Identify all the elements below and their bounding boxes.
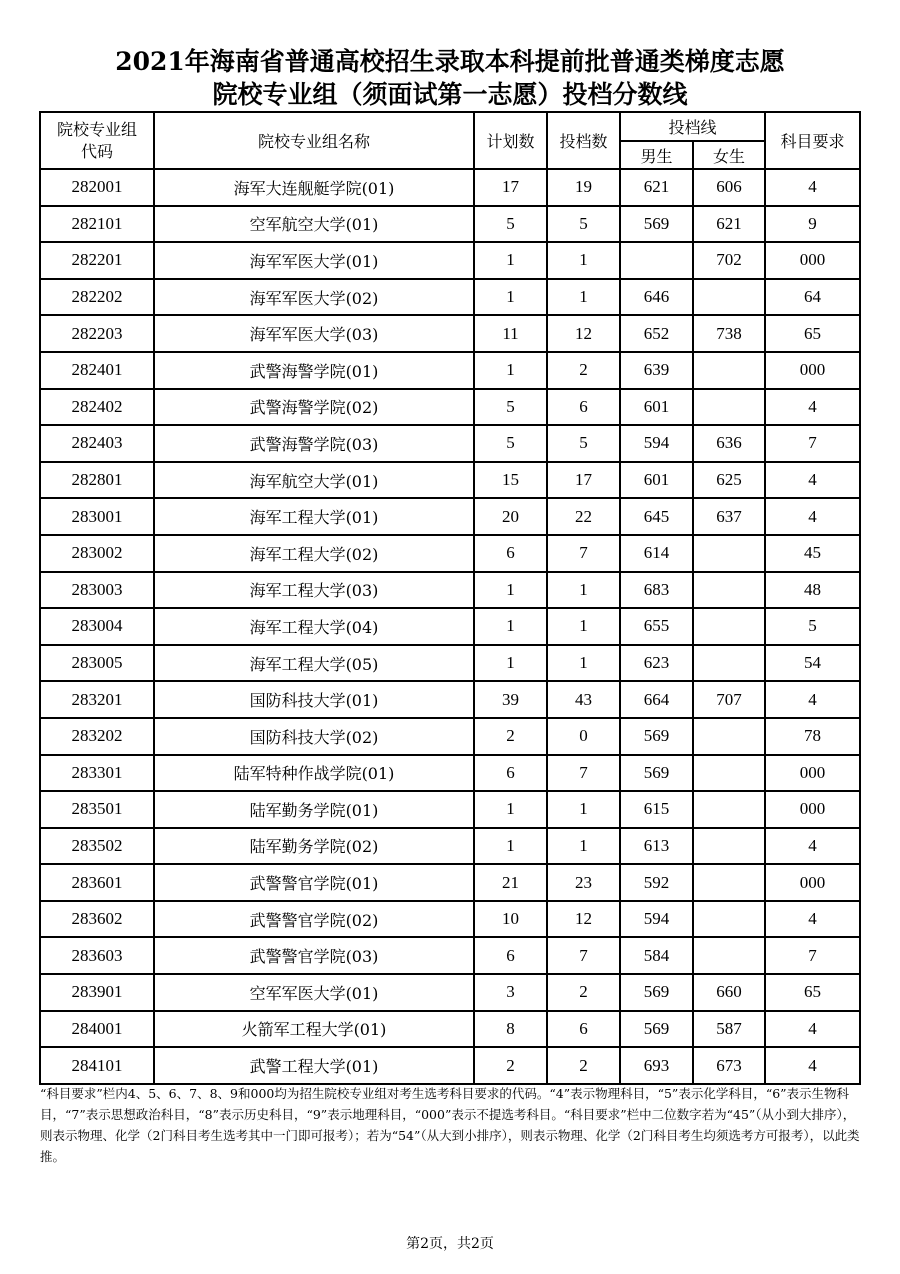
cell-subject: 54 xyxy=(765,645,860,682)
table-row xyxy=(40,425,860,462)
cell-plan: 1 xyxy=(474,608,547,645)
cell-subject: 000 xyxy=(765,864,860,901)
cell-code: 283005 xyxy=(40,645,154,682)
cell-subject: 65 xyxy=(765,974,860,1011)
cell-subject: 4 xyxy=(765,1011,860,1048)
cell-filed: 7 xyxy=(547,755,620,792)
cell-female xyxy=(693,864,765,901)
cell-female: 621 xyxy=(693,206,765,243)
table-row xyxy=(40,535,860,572)
cell-male xyxy=(620,242,693,279)
table-row xyxy=(40,1047,860,1084)
table-row xyxy=(40,242,860,279)
table-row xyxy=(40,791,860,828)
cell-name: 海军工程大学(03) xyxy=(154,572,474,609)
cell-filed: 22 xyxy=(547,498,620,535)
table-row xyxy=(40,572,860,609)
cell-filed: 6 xyxy=(547,389,620,426)
cell-name: 海军工程大学(05) xyxy=(154,645,474,682)
cell-plan: 1 xyxy=(474,791,547,828)
cell-filed: 1 xyxy=(547,608,620,645)
table-row xyxy=(40,864,860,901)
table-row xyxy=(40,937,860,974)
table-row xyxy=(40,974,860,1011)
cell-filed: 1 xyxy=(547,645,620,682)
cell-filed: 5 xyxy=(547,206,620,243)
cell-plan: 15 xyxy=(474,462,547,499)
cell-female xyxy=(693,791,765,828)
cell-plan: 5 xyxy=(474,425,547,462)
cell-plan: 8 xyxy=(474,1011,547,1048)
cell-male: 601 xyxy=(620,389,693,426)
cell-male: 639 xyxy=(620,352,693,389)
cell-male: 613 xyxy=(620,828,693,865)
cell-male: 664 xyxy=(620,681,693,718)
cell-female xyxy=(693,828,765,865)
cell-plan: 1 xyxy=(474,572,547,609)
cell-female: 707 xyxy=(693,681,765,718)
table-row xyxy=(40,279,860,316)
cell-plan: 5 xyxy=(474,206,547,243)
cell-code: 283603 xyxy=(40,937,154,974)
cell-name: 海军军医大学(03) xyxy=(154,315,474,352)
cell-subject: 45 xyxy=(765,535,860,572)
cell-plan: 11 xyxy=(474,315,547,352)
cell-male: 569 xyxy=(620,755,693,792)
cell-plan: 3 xyxy=(474,974,547,1011)
cell-plan: 6 xyxy=(474,937,547,974)
cell-subject: 7 xyxy=(765,425,860,462)
cell-code: 283601 xyxy=(40,864,154,901)
table-row xyxy=(40,755,860,792)
cell-plan: 6 xyxy=(474,535,547,572)
cell-filed: 7 xyxy=(547,937,620,974)
cell-filed: 1 xyxy=(547,242,620,279)
cell-code: 284101 xyxy=(40,1047,154,1084)
cell-filed: 6 xyxy=(547,1011,620,1048)
cell-male: 569 xyxy=(620,206,693,243)
cell-subject: 000 xyxy=(765,242,860,279)
cell-name: 武警警官学院(01) xyxy=(154,864,474,901)
cell-name: 武警工程大学(01) xyxy=(154,1047,474,1084)
cell-code: 282403 xyxy=(40,425,154,462)
cell-male: 594 xyxy=(620,901,693,938)
cell-subject: 4 xyxy=(765,1047,860,1084)
cell-name: 火箭军工程大学(01) xyxy=(154,1011,474,1048)
cell-plan: 39 xyxy=(474,681,547,718)
cell-subject: 4 xyxy=(765,389,860,426)
cell-filed: 1 xyxy=(547,791,620,828)
cell-female xyxy=(693,718,765,755)
cell-filed: 12 xyxy=(547,901,620,938)
cell-subject: 4 xyxy=(765,498,860,535)
cell-code: 284001 xyxy=(40,1011,154,1048)
cell-filed: 7 xyxy=(547,535,620,572)
header-name: 院校专业组名称 xyxy=(154,112,474,169)
header-filed: 投档数 xyxy=(547,112,620,169)
cell-subject: 000 xyxy=(765,755,860,792)
cell-male: 621 xyxy=(620,169,693,206)
cell-female xyxy=(693,279,765,316)
cell-plan: 2 xyxy=(474,718,547,755)
cell-code: 282203 xyxy=(40,315,154,352)
cell-code: 282001 xyxy=(40,169,154,206)
cell-filed: 1 xyxy=(547,572,620,609)
table-row xyxy=(40,389,860,426)
admission-score-table xyxy=(39,111,861,1085)
cell-name: 海军军医大学(01) xyxy=(154,242,474,279)
table-row xyxy=(40,462,860,499)
cell-male: 655 xyxy=(620,608,693,645)
cell-filed: 2 xyxy=(547,352,620,389)
cell-filed: 5 xyxy=(547,425,620,462)
cell-name: 武警海警学院(02) xyxy=(154,389,474,426)
table-row xyxy=(40,828,860,865)
cell-filed: 1 xyxy=(547,279,620,316)
cell-filed: 2 xyxy=(547,1047,620,1084)
cell-plan: 5 xyxy=(474,389,547,426)
cell-name: 武警海警学院(03) xyxy=(154,425,474,462)
cell-filed: 19 xyxy=(547,169,620,206)
cell-name: 海军工程大学(01) xyxy=(154,498,474,535)
cell-code: 283201 xyxy=(40,681,154,718)
cell-female: 637 xyxy=(693,498,765,535)
cell-male: 683 xyxy=(620,572,693,609)
cell-name: 空军航空大学(01) xyxy=(154,206,474,243)
cell-code: 282402 xyxy=(40,389,154,426)
cell-male: 569 xyxy=(620,1011,693,1048)
cell-male: 614 xyxy=(620,535,693,572)
cell-name: 海军工程大学(02) xyxy=(154,535,474,572)
table-body xyxy=(40,169,860,1084)
cell-subject: 000 xyxy=(765,791,860,828)
cell-plan: 1 xyxy=(474,645,547,682)
cell-filed: 1 xyxy=(547,828,620,865)
cell-filed: 0 xyxy=(547,718,620,755)
cell-female: 606 xyxy=(693,169,765,206)
cell-code: 283602 xyxy=(40,901,154,938)
cell-male: 569 xyxy=(620,974,693,1011)
cell-male: 693 xyxy=(620,1047,693,1084)
cell-female xyxy=(693,901,765,938)
cell-male: 623 xyxy=(620,645,693,682)
table-row xyxy=(40,352,860,389)
cell-code: 283001 xyxy=(40,498,154,535)
table-row xyxy=(40,1011,860,1048)
cell-name: 武警警官学院(02) xyxy=(154,901,474,938)
cell-subject: 65 xyxy=(765,315,860,352)
cell-plan: 10 xyxy=(474,901,547,938)
cell-female: 673 xyxy=(693,1047,765,1084)
cell-name: 空军军医大学(01) xyxy=(154,974,474,1011)
cell-female xyxy=(693,937,765,974)
cell-filed: 12 xyxy=(547,315,620,352)
cell-subject: 000 xyxy=(765,352,860,389)
cell-plan: 6 xyxy=(474,755,547,792)
cell-filed: 2 xyxy=(547,974,620,1011)
cell-filed: 43 xyxy=(547,681,620,718)
header-subject: 科目要求 xyxy=(765,112,860,169)
document-title-line-2: 院校专业组（须面试第一志愿）投档分数线 xyxy=(212,80,688,109)
cell-name: 海军工程大学(04) xyxy=(154,608,474,645)
cell-code: 283202 xyxy=(40,718,154,755)
page-number: 第2页，共2页 xyxy=(406,1236,494,1252)
cell-code: 282201 xyxy=(40,242,154,279)
cell-name: 武警警官学院(03) xyxy=(154,937,474,974)
cell-code: 283901 xyxy=(40,974,154,1011)
table-row xyxy=(40,608,860,645)
cell-filed: 23 xyxy=(547,864,620,901)
cell-plan: 1 xyxy=(474,242,547,279)
cell-code: 283501 xyxy=(40,791,154,828)
cell-code: 283004 xyxy=(40,608,154,645)
cell-plan: 21 xyxy=(474,864,547,901)
cell-plan: 20 xyxy=(474,498,547,535)
cell-name: 海军军医大学(02) xyxy=(154,279,474,316)
cell-female xyxy=(693,608,765,645)
cell-subject: 48 xyxy=(765,572,860,609)
cell-male: 645 xyxy=(620,498,693,535)
cell-subject: 4 xyxy=(765,169,860,206)
header-score-line: 投档线 xyxy=(620,112,765,141)
table-row xyxy=(40,901,860,938)
cell-code: 283301 xyxy=(40,755,154,792)
table-row xyxy=(40,206,860,243)
cell-code: 283002 xyxy=(40,535,154,572)
cell-male: 569 xyxy=(620,718,693,755)
table-row xyxy=(40,169,860,206)
cell-subject: 4 xyxy=(765,462,860,499)
cell-subject: 4 xyxy=(765,828,860,865)
cell-female xyxy=(693,645,765,682)
cell-plan: 1 xyxy=(474,828,547,865)
cell-male: 592 xyxy=(620,864,693,901)
table-row xyxy=(40,718,860,755)
table-row xyxy=(40,498,860,535)
cell-plan: 17 xyxy=(474,169,547,206)
cell-male: 652 xyxy=(620,315,693,352)
cell-code: 283502 xyxy=(40,828,154,865)
cell-filed: 17 xyxy=(547,462,620,499)
cell-female: 702 xyxy=(693,242,765,279)
cell-name: 海军大连舰艇学院(01) xyxy=(154,169,474,206)
cell-subject: 9 xyxy=(765,206,860,243)
header-female: 女生 xyxy=(693,141,765,169)
cell-female: 625 xyxy=(693,462,765,499)
footnote: “科目要求”栏内4、5、6、7、8、9和000均为招生院校专业组对考生选考科目要求的代码。“4”表示物理科目，“5”表示化学科目，“6”表示生物科目，“7”表示思想政治科目，“8”表示历史科目，“9”表示地理科目，“000”表示不提选考科目。“科目要求”栏中二位数字若为“45”（从小到大排序），则表示物理、化学（2门科目考生选考其中一门即可报考）；若为“54”（从大到小排序），则表示物理、化学（2门科目考生均须选考方可报考），以此类推。 xyxy=(40,1086,860,1164)
cell-female: 636 xyxy=(693,425,765,462)
document-title-line-1: 2021年海南省普通高校招生录取本科提前批普通类梯度志愿 xyxy=(115,47,785,76)
cell-name: 陆军勤务学院(01) xyxy=(154,791,474,828)
cell-male: 601 xyxy=(620,462,693,499)
cell-subject: 78 xyxy=(765,718,860,755)
cell-male: 594 xyxy=(620,425,693,462)
cell-code: 282101 xyxy=(40,206,154,243)
header-code xyxy=(40,112,154,169)
cell-code: 282801 xyxy=(40,462,154,499)
cell-name: 武警海警学院(01) xyxy=(154,352,474,389)
cell-female: 660 xyxy=(693,974,765,1011)
cell-name: 陆军特种作战学院(01) xyxy=(154,755,474,792)
cell-name: 陆军勤务学院(02) xyxy=(154,828,474,865)
cell-female xyxy=(693,352,765,389)
table-row xyxy=(40,681,860,718)
cell-subject: 4 xyxy=(765,681,860,718)
cell-female xyxy=(693,389,765,426)
cell-female: 738 xyxy=(693,315,765,352)
cell-female: 587 xyxy=(693,1011,765,1048)
header-plan: 计划数 xyxy=(474,112,547,169)
table-row xyxy=(40,315,860,352)
cell-plan: 1 xyxy=(474,279,547,316)
cell-subject: 64 xyxy=(765,279,860,316)
cell-subject: 7 xyxy=(765,937,860,974)
cell-subject: 4 xyxy=(765,901,860,938)
cell-code: 282202 xyxy=(40,279,154,316)
cell-male: 584 xyxy=(620,937,693,974)
cell-code: 282401 xyxy=(40,352,154,389)
cell-female xyxy=(693,755,765,792)
cell-female xyxy=(693,535,765,572)
cell-code: 283003 xyxy=(40,572,154,609)
cell-name: 海军航空大学(01) xyxy=(154,462,474,499)
cell-subject: 5 xyxy=(765,608,860,645)
cell-plan: 1 xyxy=(474,352,547,389)
cell-male: 646 xyxy=(620,279,693,316)
table-row xyxy=(40,645,860,682)
header-male: 男生 xyxy=(620,141,693,169)
cell-name: 国防科技大学(01) xyxy=(154,681,474,718)
cell-name: 国防科技大学(02) xyxy=(154,718,474,755)
cell-plan: 2 xyxy=(474,1047,547,1084)
cell-female xyxy=(693,572,765,609)
cell-male: 615 xyxy=(620,791,693,828)
header-code-label: 院校专业组代码 xyxy=(56,119,137,161)
